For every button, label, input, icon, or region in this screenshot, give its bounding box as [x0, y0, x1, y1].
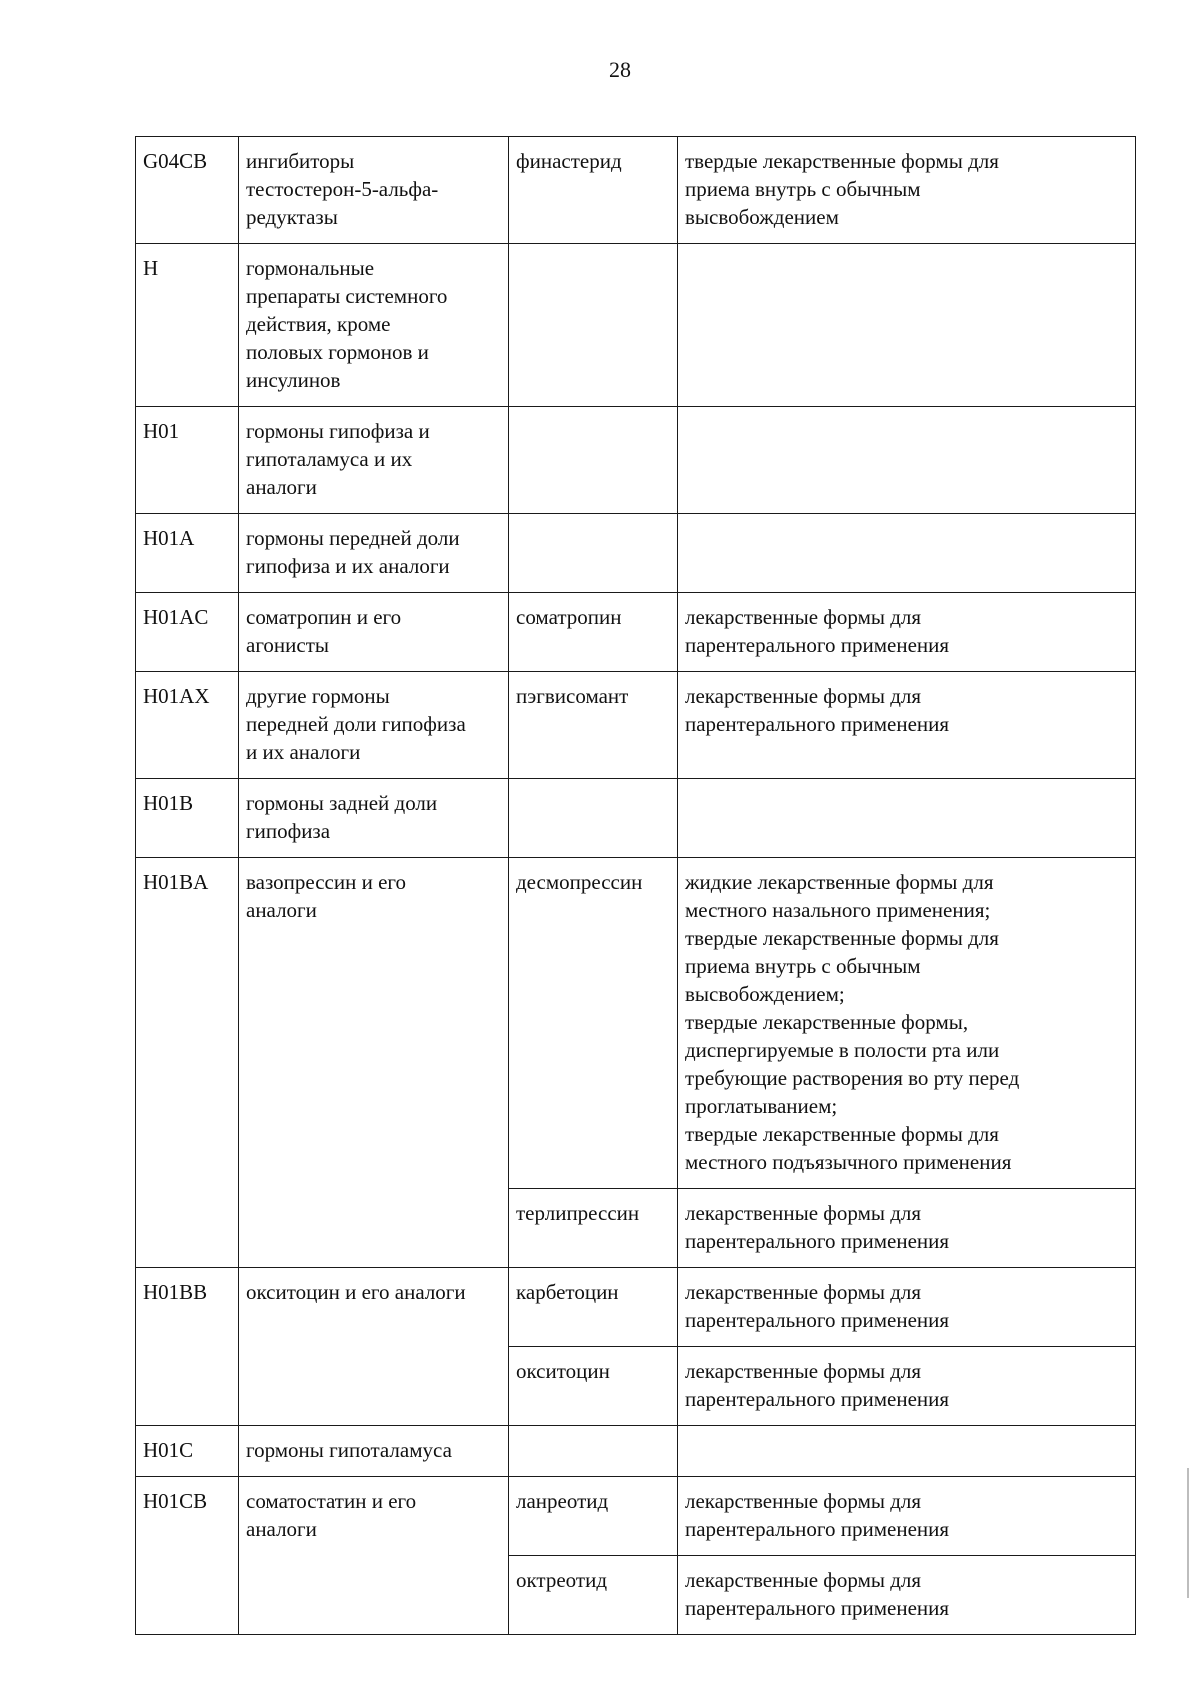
drug-name-cell: октреотид	[509, 1556, 678, 1635]
table-row	[136, 1268, 1136, 1347]
drug-name-cell	[509, 244, 678, 407]
dosage-form-line: парентерального применения	[685, 633, 950, 657]
dosage-form-line: высвобождением	[685, 205, 839, 229]
dosage-form-line: высвобождением;	[685, 982, 845, 1006]
atc-group-line: гипофиза	[246, 819, 331, 843]
atc-group-line: ингибиторы	[246, 149, 355, 173]
atc-group-line: аналоги	[246, 475, 317, 499]
dosage-form-cell	[678, 1347, 1136, 1426]
dosage-form-cell	[678, 1189, 1136, 1268]
page-number: 28	[609, 57, 631, 82]
table-row	[136, 672, 1136, 779]
atc-code-cell: H01A	[136, 514, 239, 593]
dosage-form-line: лекарственные формы для	[685, 684, 922, 708]
dosage-form-line: парентерального применения	[685, 1517, 950, 1541]
table-row	[136, 514, 1136, 593]
atc-group-line: гипоталамуса и их	[246, 447, 413, 471]
dosage-form-line: лекарственные формы для	[685, 1280, 922, 1304]
dosage-form-line: местного назального применения;	[685, 898, 991, 922]
atc-code-cell: H01BB	[136, 1268, 239, 1426]
dosage-form-cell	[678, 1426, 1136, 1477]
dosage-form-line: парентерального применения	[685, 1596, 950, 1620]
table-row	[136, 1477, 1136, 1556]
dosage-form-line: парентерального применения	[685, 712, 950, 736]
atc-group-cell	[239, 672, 509, 779]
dosage-form-line: парентерального применения	[685, 1308, 950, 1332]
dosage-form-line: лекарственные формы для	[685, 1568, 922, 1592]
atc-group-line: соматропин и его	[246, 605, 402, 629]
dosage-form-line: лекарственные формы для	[685, 1489, 922, 1513]
atc-group-line: гормоны гипоталамуса	[246, 1438, 452, 1462]
atc-group-cell	[239, 514, 509, 593]
atc-code-cell: H01	[136, 407, 239, 514]
atc-code-cell: H01AC	[136, 593, 239, 672]
dosage-form-cell	[678, 1268, 1136, 1347]
drug-name-cell	[509, 1426, 678, 1477]
atc-group-cell	[239, 1268, 509, 1426]
dosage-form-line: лекарственные формы для	[685, 605, 922, 629]
drug-name-cell	[509, 407, 678, 514]
dosage-form-cell	[678, 407, 1136, 514]
atc-code-cell: H01BA	[136, 858, 239, 1268]
atc-code-cell: H01AX	[136, 672, 239, 779]
atc-group-cell	[239, 137, 509, 244]
atc-code-cell: H01C	[136, 1426, 239, 1477]
dosage-form-line: лекарственные формы для	[685, 1359, 922, 1383]
atc-group-cell	[239, 244, 509, 407]
drug-name-cell: ланреотид	[509, 1477, 678, 1556]
dosage-form-line: твердые лекарственные формы для	[685, 149, 999, 173]
dosage-form-cell	[678, 672, 1136, 779]
dosage-form-line: проглатыванием;	[685, 1094, 838, 1118]
table-row	[136, 137, 1136, 244]
scan-edge-mark	[1187, 1468, 1189, 1598]
atc-group-line: препараты системного	[246, 284, 448, 308]
table-row	[136, 244, 1136, 407]
atc-group-line: окситоцин и его аналоги	[246, 1280, 466, 1304]
drug-name-cell: финастерид	[509, 137, 678, 244]
atc-group-line: гормоны передней доли	[246, 526, 460, 550]
atc-group-line: тестостерон-5-альфа-	[246, 177, 439, 201]
dosage-form-cell	[678, 593, 1136, 672]
atc-group-line: действия, кроме	[246, 312, 391, 336]
dosage-form-cell	[678, 514, 1136, 593]
atc-group-line: гормоны задней доли	[246, 791, 438, 815]
atc-group-line: другие гормоны	[246, 684, 390, 708]
drug-list-table	[135, 136, 1136, 1635]
atc-group-line: аналоги	[246, 1517, 317, 1541]
drug-name-cell: соматропин	[509, 593, 678, 672]
dosage-form-cell	[678, 137, 1136, 244]
atc-group-line: гормональные	[246, 256, 375, 280]
drug-name-cell: десмопрессин	[509, 858, 678, 1189]
table-row	[136, 779, 1136, 858]
dosage-form-line: приема внутрь с обычным	[685, 954, 921, 978]
dosage-form-line: твердые лекарственные формы,	[685, 1010, 969, 1034]
dosage-form-line: парентерального применения	[685, 1387, 950, 1411]
dosage-form-line: диспергируемые в полости рта или	[685, 1038, 1000, 1062]
dosage-form-cell	[678, 858, 1136, 1189]
dosage-form-line: жидкие лекарственные формы для	[685, 870, 994, 894]
dosage-form-line: требующие растворения во рту перед	[685, 1066, 1020, 1090]
drug-name-cell	[509, 779, 678, 858]
table-row	[136, 593, 1136, 672]
table-row	[136, 1426, 1136, 1477]
atc-group-line: аналоги	[246, 898, 317, 922]
dosage-form-line: твердые лекарственные формы для	[685, 926, 999, 950]
atc-group-cell	[239, 593, 509, 672]
dosage-form-cell	[678, 779, 1136, 858]
dosage-form-line: твердые лекарственные формы для	[685, 1122, 999, 1146]
dosage-form-line: лекарственные формы для	[685, 1201, 922, 1225]
dosage-form-line: приема внутрь с обычным	[685, 177, 921, 201]
atc-code-cell: H01CB	[136, 1477, 239, 1635]
atc-code-cell: H	[136, 244, 239, 407]
atc-group-cell	[239, 1426, 509, 1477]
atc-group-cell	[239, 779, 509, 858]
table-row	[136, 858, 1136, 1189]
dosage-form-line: парентерального применения	[685, 1229, 950, 1253]
drug-name-cell: пэгвисомант	[509, 672, 678, 779]
drug-name-cell	[509, 514, 678, 593]
table-row	[136, 407, 1136, 514]
atc-group-line: вазопрессин и его	[246, 870, 406, 894]
atc-code-cell: G04CB	[136, 137, 239, 244]
dosage-form-line: местного подъязычного применения	[685, 1150, 1012, 1174]
drug-name-cell: терлипрессин	[509, 1189, 678, 1268]
atc-code-cell: H01B	[136, 779, 239, 858]
atc-group-line: гормоны гипофиза и	[246, 419, 430, 443]
drug-name-cell: окситоцин	[509, 1347, 678, 1426]
dosage-form-cell	[678, 1477, 1136, 1556]
atc-group-line: агонисты	[246, 633, 329, 657]
atc-group-line: половых гормонов и	[246, 340, 429, 364]
atc-group-line: соматостатин и его	[246, 1489, 417, 1513]
atc-group-cell	[239, 858, 509, 1268]
atc-group-line: инсулинов	[246, 368, 341, 392]
atc-group-line: редуктазы	[246, 205, 338, 229]
atc-group-line: и их аналоги	[246, 740, 361, 764]
atc-group-cell	[239, 1477, 509, 1635]
dosage-form-cell	[678, 244, 1136, 407]
drug-name-cell: карбетоцин	[509, 1268, 678, 1347]
dosage-form-cell	[678, 1556, 1136, 1635]
atc-group-line: передней доли гипофиза	[246, 712, 466, 736]
atc-group-line: гипофиза и их аналоги	[246, 554, 450, 578]
atc-group-cell	[239, 407, 509, 514]
